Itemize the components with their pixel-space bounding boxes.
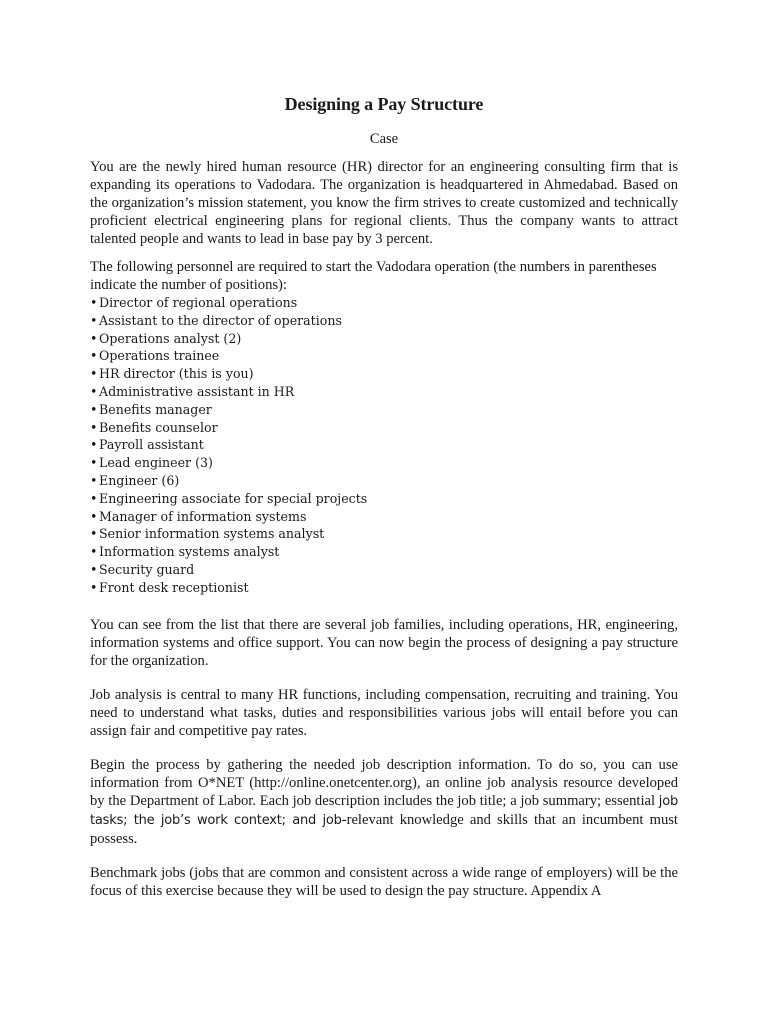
position-label: Benefits manager [99, 401, 212, 417]
position-label: Security guard [99, 561, 195, 577]
job-families-paragraph: You can see from the list that there are several job families, including operations, HR, engineering, information systems and office support. You can now begin the process of designing a pay structure for the organization. [90, 616, 678, 669]
bullet-icon: • [90, 330, 98, 346]
bullet-icon: • [90, 579, 98, 595]
bullet-icon: • [90, 312, 98, 328]
position-list-item [90, 436, 678, 454]
bullet-icon: • [90, 295, 98, 310]
position-label: Operations trainee [99, 348, 220, 364]
document-body [90, 93, 678, 900]
position-label: Benefits counselor [99, 419, 218, 435]
bullet-icon: • [90, 544, 98, 560]
position-label: Payroll assistant [99, 437, 204, 453]
position-list-item [90, 490, 678, 508]
personnel-intro-paragraph: The following personnel are required to start the Vadodara operation (the numbers in parentheses indicate the number of positions): [90, 259, 657, 293]
position-label: Information systems analyst [99, 544, 280, 560]
bullet-icon: • [90, 437, 98, 453]
position-label: Manager of information systems [99, 508, 307, 524]
bullet-icon: • [90, 366, 98, 382]
position-list-item [90, 294, 678, 312]
position-label: Operations analyst (2) [99, 330, 242, 346]
position-list-item [90, 383, 678, 401]
position-list-item [90, 525, 678, 543]
bullet-icon: • [90, 561, 98, 577]
bullet-icon: • [90, 472, 98, 488]
bullet-icon: • [90, 508, 98, 524]
bullet-icon: • [90, 383, 98, 399]
position-label: Engineer (6) [99, 472, 180, 488]
job-analysis-paragraph: Job analysis is central to many HR functions, including compensation, recruiting and training. You need to understand what tasks, duties and responsibilities various jobs will entail before you can assign fair and competitive pay rates. [90, 686, 678, 739]
position-list-item [90, 561, 678, 579]
bullet-icon: • [90, 348, 98, 364]
begin-process-paragraph [90, 756, 678, 848]
position-list-item [90, 508, 678, 526]
position-list-item [90, 347, 678, 365]
begin-process-text-part1: Begin the process by gathering the needed job description information. To do so, you can use information from O*NET (http://online.onetcenter.org), an online job analysis resource developed by the Department of Labor. Each job description includes the job title; a job summary; essential [90, 756, 678, 809]
position-list-item [90, 419, 678, 437]
document-title: Designing a Pay Structure [284, 94, 484, 114]
position-label: Senior information systems analyst [99, 526, 325, 542]
position-list-item [90, 579, 678, 597]
position-label: HR director (this is you) [99, 366, 254, 382]
benchmark-paragraph: Benchmark jobs (jobs that are common and consistent across a wide range of employers) will be the focus of this exercise because they will be used to design the pay structure. Appendix A [90, 864, 678, 899]
position-label: Director of regional operations [99, 295, 298, 310]
begin-process-text-part3: -relevant knowledge and skills that an incumbent must possess. [90, 811, 678, 847]
document-subtitle: Case [369, 131, 399, 147]
bullet-icon: • [90, 490, 98, 506]
position-label: Engineering associate for special projects [99, 490, 368, 506]
position-list-item [90, 365, 678, 383]
position-label: Front desk receptionist [99, 579, 249, 595]
position-label: Assistant to the director of operations [99, 312, 342, 328]
position-label: Administrative assistant in HR [99, 383, 295, 399]
position-list-item [90, 454, 678, 472]
position-list-item [90, 543, 678, 561]
position-list-item [90, 472, 678, 490]
bullet-icon: • [90, 401, 98, 417]
begin-process-text-part2: job tasks; the job’s work context; and job [90, 793, 678, 828]
bullet-icon: • [90, 455, 98, 471]
bullet-icon: • [90, 419, 98, 435]
bullet-icon: • [90, 526, 98, 542]
intro-paragraph: You are the newly hired human resource (HR) director for an engineering consulting firm that is expanding its operations to Vadodara. The organization is headquartered in Ahmedabad. Based on the organization’s mission statement, you know the firm strives to create customized and technically proficient electrical engineering plans for regional clients. Thus the company wants to attract talented people and wants to lead in base pay by 3 percent. [90, 159, 678, 247]
position-list-item [90, 330, 678, 348]
positions-list [90, 294, 678, 597]
position-list-item [90, 401, 678, 419]
position-label: Lead engineer (3) [99, 455, 213, 471]
position-list-item [90, 312, 678, 330]
